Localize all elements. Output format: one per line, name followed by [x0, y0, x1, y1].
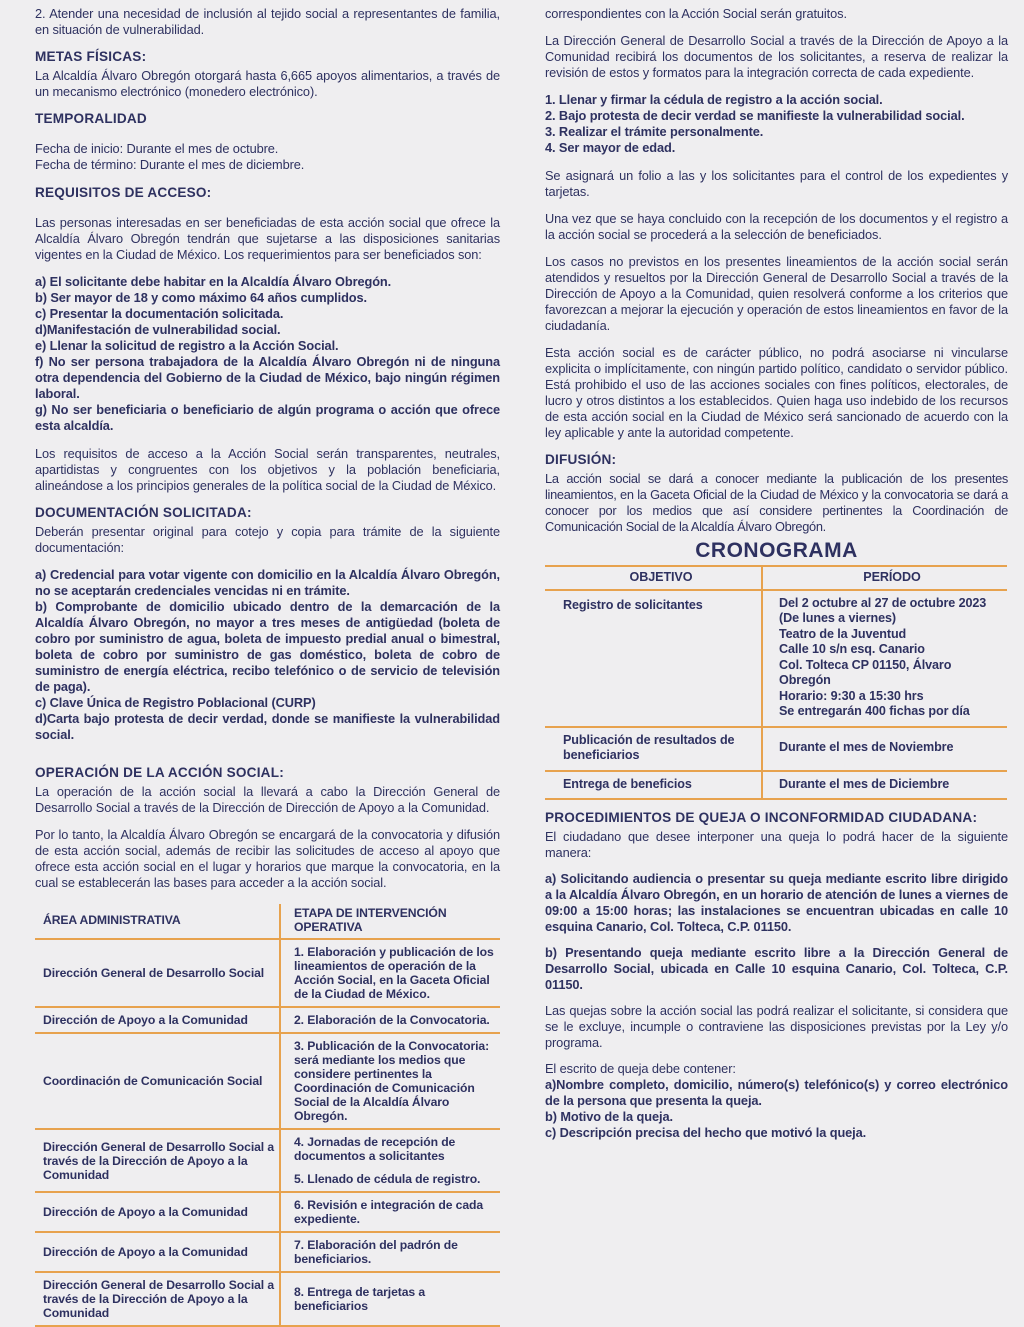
- difusion-body: La acción social se dará a conocer mediante la publicación de los presentes lineamientos, en la Gaceta Oficial de la Ciudad de México y la convocatoria se dará a conocer por los medios que así considere pertinentes la Coordinación de Comunicación Social de la Alcaldía Álvaro Obregón.: [545, 471, 1008, 534]
- escrito-item: a)Nombre completo, domicilio, número(s) telefónico(s) y correo electrónico de la persona que presenta la queja.: [545, 1077, 1008, 1108]
- heading-temporalidad: TEMPORALIDAD: [35, 111, 147, 126]
- documentacion-intro: Deberán presentar original para cotejo y copia para trámite de la siguiente documentación:: [35, 524, 500, 555]
- etapa-step: 6. Revisión e integración de cada expediente.: [294, 1198, 484, 1226]
- queja-item-a: a) Solicitando audiencia o presentar su queja mediante escrito libre dirigido a la Alcaldía Álvaro Obregón, en un horario de atención de lunes a viernes de 09:00 a 15:00 horas; las instalaciones se encuentran ubicadas en calle 10 esquina Canario, Col. Tolteca, C.P. 01150.: [545, 871, 1008, 934]
- escrito-item: c) Descripción precisa del hecho que motivó la queja.: [545, 1125, 867, 1140]
- periodo-line: Horario: 9:30 a 15:30 hrs: [779, 688, 924, 703]
- cell-etapa: [280, 1007, 500, 1033]
- heading-documentacion: DOCUMENTACIÓN SOLICITADA:: [35, 505, 252, 520]
- periodo-line: Teatro de la Juventud: [779, 626, 907, 641]
- table-row: [35, 1129, 500, 1192]
- table-row: [545, 590, 1007, 727]
- registro-item: 3. Realizar el trámite personalmente.: [545, 124, 764, 139]
- left-column: [0, 6, 512, 1320]
- table-row: [35, 1007, 500, 1033]
- requisitos-outro: Los requisitos de acceso a la Acción Social serán transparentes, neutrales, apartidistas y congruentes con los objetivos y la población beneficiaria, alineándose a los principios generales de la política social de la Ciudad de México.: [35, 446, 500, 493]
- requisito-item: a) El solicitante debe habitar en la Alcaldía Álvaro Obregón.: [35, 274, 392, 289]
- documento-item: b) Comprobante de domicilio ubicado dentro de la demarcación de la Alcaldía Álvaro Obregón, no mayor a tres meses de antigüedad (boleta de cobro por suministro de agua, boleta de impuesto predial anual o bimestral, boleta de cobro por suministro de gas doméstico, boleta de cobro de suministro de energía eléctrica, recibo telefónico o de servicio de televisión de paga).: [35, 599, 500, 694]
- col-header-area: ÁREA ADMINISTRATIVA: [35, 904, 280, 939]
- periodo-line: Calle 10 s/n esq. Canario: [779, 642, 925, 656]
- registro-item: 2. Bajo protesta de decir verdad se manifieste la vulnerabilidad social.: [545, 108, 965, 123]
- etapa-step: 1. Elaboración y publicación de los lineamientos de operación de la Acción Social, en la Gaceta Oficial de la Ciudad de México.: [294, 945, 494, 1001]
- casos-paragraph: Los casos no previstos en los presentes lineamientos de la acción social serán atendidos y resueltos por la Dirección General de Desarrollo Social a través de la Dirección de Apoyo a la Comunidad, quien resolverá conforme a los criterios que favorezcan a mejorar la ejecución y operación de estos lineamientos en favor de la ciudadanía.: [545, 254, 1008, 333]
- cell-objetivo: Publicación de resultados de beneficiarios: [545, 727, 762, 771]
- cronograma-table: [545, 565, 1007, 800]
- documento-item: d)Carta bajo protesta de decir verdad, donde se manifieste la vulnerabilidad social.: [35, 711, 500, 742]
- periodo-line: (De lunes a viernes): [779, 611, 896, 625]
- cell-etapa: [280, 1272, 500, 1326]
- cronograma-title: CRONOGRAMA: [695, 539, 858, 562]
- intro-item: 2. Atender una necesidad de inclusión al tejido social a representantes de familia, en situación de vulnerabilidad.: [35, 6, 500, 37]
- requisito-item: b) Ser mayor de 18 y como máximo 64 años cumplidos.: [35, 290, 367, 305]
- escrito-item: b) Motivo de la queja.: [545, 1109, 673, 1124]
- heading-difusion: DIFUSIÓN:: [545, 452, 617, 467]
- fecha-inicio: Fecha de inicio: Durante el mes de octubre.: [35, 141, 279, 156]
- cronograma-section: [545, 539, 1008, 800]
- registro-list: [545, 92, 1008, 156]
- table-row: [545, 771, 1007, 800]
- requisitos-list: [35, 274, 500, 434]
- queja-item-b: b) Presentando queja mediante escrito libre a la Dirección General de Desarrollo Social, ubicada en Calle 10 esquina Canario, Col. Tolteca, C.P. 01150.: [545, 945, 1008, 992]
- operacion-p2: Por lo tanto, la Alcaldía Álvaro Obregón se encargará de la convocatoria y difusión de esta acción social, además de recibir las solicitudes de acceso al apoyo que ofrece esta acción social en el lugar y horarios que marque la convocatoria, en la cual se establecerán las bases para acceder a la acción social.: [35, 827, 500, 890]
- requisito-item: f) No ser persona trabajadora de la Alcaldía Álvaro Obregón ni de ninguna otra dependencia del Gobierno de la Ciudad de México, bajo ningún régimen laboral.: [35, 354, 500, 401]
- periodo-line: Se entregarán 400 fichas por día: [779, 704, 970, 718]
- registro-item: 4. Ser mayor de edad.: [545, 140, 676, 155]
- cell-area: Dirección General de Desarrollo Social a través de la Dirección de Apoyo a la Comunidad: [35, 1272, 280, 1326]
- cell-area: Dirección de Apoyo a la Comunidad: [35, 1192, 280, 1232]
- table-row: [35, 939, 500, 1007]
- metas-body: La Alcaldía Álvaro Obregón otorgará hasta 6,665 apoyos alimentarios, a través de un mecanismo electrónico (monedero electrónico).: [35, 68, 500, 99]
- cell-periodo: Durante el mes de Noviembre: [762, 727, 1007, 771]
- table-row: [35, 1192, 500, 1232]
- etapa-step: 7. Elaboración del padrón de beneficiarios.: [294, 1238, 458, 1266]
- heading-quejas: PROCEDIMIENTOS DE QUEJA O INCONFORMIDAD CIUDADANA:: [545, 810, 978, 825]
- operacion-p1: La operación de la acción social la llevará a cabo la Dirección General de Desarrollo Social a través de la Dirección de Dirección de Apoyo a la Comunidad.: [35, 784, 500, 815]
- heading-metas-fisicas: METAS FÍSICAS:: [35, 49, 147, 64]
- caracter-publico-paragraph: Esta acción social es de carácter público, no podrá asociarse ni vincularse explicita o implícitamente, con ningún partido político, candidato o servidor público. Está prohibido el uso de las acciones sociales con fines políticos, electorales, de lucro y otros distintos a los establecidos. Quien haga uso indebido de los recursos de esta acción social en la Ciudad de México será sancionado de acuerdo con la ley aplicable y ante la autoridad competente.: [545, 345, 1008, 440]
- seleccion-paragraph: Una vez que se haya concluido con la recepción de los documentos y el registro a la acción social se procederá a la selección de beneficiados.: [545, 211, 1008, 242]
- heading-operacion: OPERACIÓN DE LA ACCIÓN SOCIAL:: [35, 765, 284, 780]
- col-header-etapa: ETAPA DE INTERVENCIÓN OPERATIVA: [280, 904, 500, 939]
- cell-etapa: [280, 939, 500, 1007]
- etapa-step: 2. Elaboración de la Convocatoria.: [294, 1013, 490, 1027]
- requisito-item: c) Presentar la documentación solicitada.: [35, 306, 284, 321]
- registro-item: 1. Llenar y firmar la cédula de registro a la acción social.: [545, 92, 883, 107]
- periodo-line: Col. Tolteca CP 01150, Álvaro Obregón: [779, 657, 952, 687]
- table-header-row: [35, 904, 500, 939]
- cell-area: Dirección General de Desarrollo Social: [35, 939, 280, 1007]
- periodo-line: Del 2 octubre al 27 de octubre 2023: [779, 595, 987, 610]
- quejas-paragraph: Las quejas sobre la acción social las podrá realizar el solicitante, si considera que se le excluye, incumple o contraviene las disposiciones previstas por la Ley y/o programa.: [545, 1003, 1008, 1050]
- cell-area: Dirección de Apoyo a la Comunidad: [35, 1007, 280, 1033]
- etapa-step: 3. Publicación de la Convocatoria: será mediante los medios que considere pertinentes la Coordinación de Comunicación Social de la Alcaldía Álvaro Obregón.: [294, 1039, 490, 1123]
- documento-item: c) Clave Única de Registro Poblacional (CURP): [35, 695, 316, 710]
- recepcion-paragraph: La Dirección General de Desarrollo Social a través de la Dirección de Apoyo a la Comunidad recibirá los documentos de los solicitantes, a reserva de realizar la revisión de estos y formatos para la integración correcta de cada expediente.: [545, 33, 1008, 80]
- continuation-line: correspondientes con la Acción Social serán gratuitos.: [545, 6, 847, 21]
- col-header-periodo: PERÍODO: [762, 566, 1007, 590]
- cell-etapa: [280, 1232, 500, 1272]
- cell-periodo: [762, 590, 1007, 727]
- right-column: [512, 6, 1024, 1140]
- etapa-step: 8. Entrega de tarjetas a beneficiarios: [294, 1285, 426, 1313]
- cell-objetivo: Entrega de beneficios: [545, 771, 762, 800]
- quejas-intro: El ciudadano que desee interponer una queja lo podrá hacer de la siguiente manera:: [545, 829, 1008, 860]
- cell-etapa: [280, 1129, 500, 1192]
- table-row: [35, 1033, 500, 1129]
- cell-area: Dirección General de Desarrollo Social a través de la Dirección de Apoyo a la Comunidad: [35, 1129, 280, 1192]
- documento-item: a) Credencial para votar vigente con domicilio en la Alcaldía Álvaro Obregón, no se aceptarán credenciales vencidas ni en trámite.: [35, 567, 500, 598]
- cell-etapa: [280, 1192, 500, 1232]
- table-row: [545, 727, 1007, 771]
- cell-area: Dirección de Apoyo a la Comunidad: [35, 1232, 280, 1272]
- tabla-operativa: [35, 904, 500, 1327]
- escrito-list: [545, 1077, 1008, 1141]
- fecha-termino: Fecha de término: Durante el mes de diciembre.: [35, 157, 305, 172]
- table-row: [35, 1272, 500, 1326]
- cell-objetivo: Registro de solicitantes: [545, 590, 762, 727]
- col-header-objetivo: OBJETIVO: [545, 566, 762, 590]
- requisito-item: g) No ser beneficiaria o beneficiario de algún programa o acción que ofrece esta alcaldía.: [35, 402, 500, 433]
- cell-area: Coordinación de Comunicación Social: [35, 1033, 280, 1129]
- requisitos-intro: Las personas interesadas en ser beneficiadas de esta acción social que ofrece la Alcaldía Álvaro Obregón tendrán que sujetarse a las disposiciones sanitarias vigentes en la Ciudad de México. Los requerimientos para ser beneficiados son:: [35, 215, 500, 262]
- requisito-item: e) Llenar la solicitud de registro a la Acción Social.: [35, 338, 339, 353]
- cell-periodo: Durante el mes de Diciembre: [762, 771, 1007, 800]
- escrito-intro: El escrito de queja debe contener:: [545, 1061, 736, 1076]
- heading-requisitos: REQUISITOS DE ACCESO:: [35, 185, 212, 200]
- etapa-step: 4. Jornadas de recepción de documentos a solicitantes: [294, 1135, 456, 1163]
- table-row: [35, 1232, 500, 1272]
- cell-etapa: [280, 1033, 500, 1129]
- requisito-item: d)Manifestación de vulnerabilidad social.: [35, 322, 281, 337]
- documentacion-list: [35, 567, 500, 743]
- etapa-step: 5. Llenado de cédula de registro.: [294, 1172, 481, 1186]
- table-header-row: [545, 566, 1007, 590]
- folio-paragraph: Se asignará un folio a las y los solicitantes para el control de los expedientes y tarjetas.: [545, 168, 1008, 199]
